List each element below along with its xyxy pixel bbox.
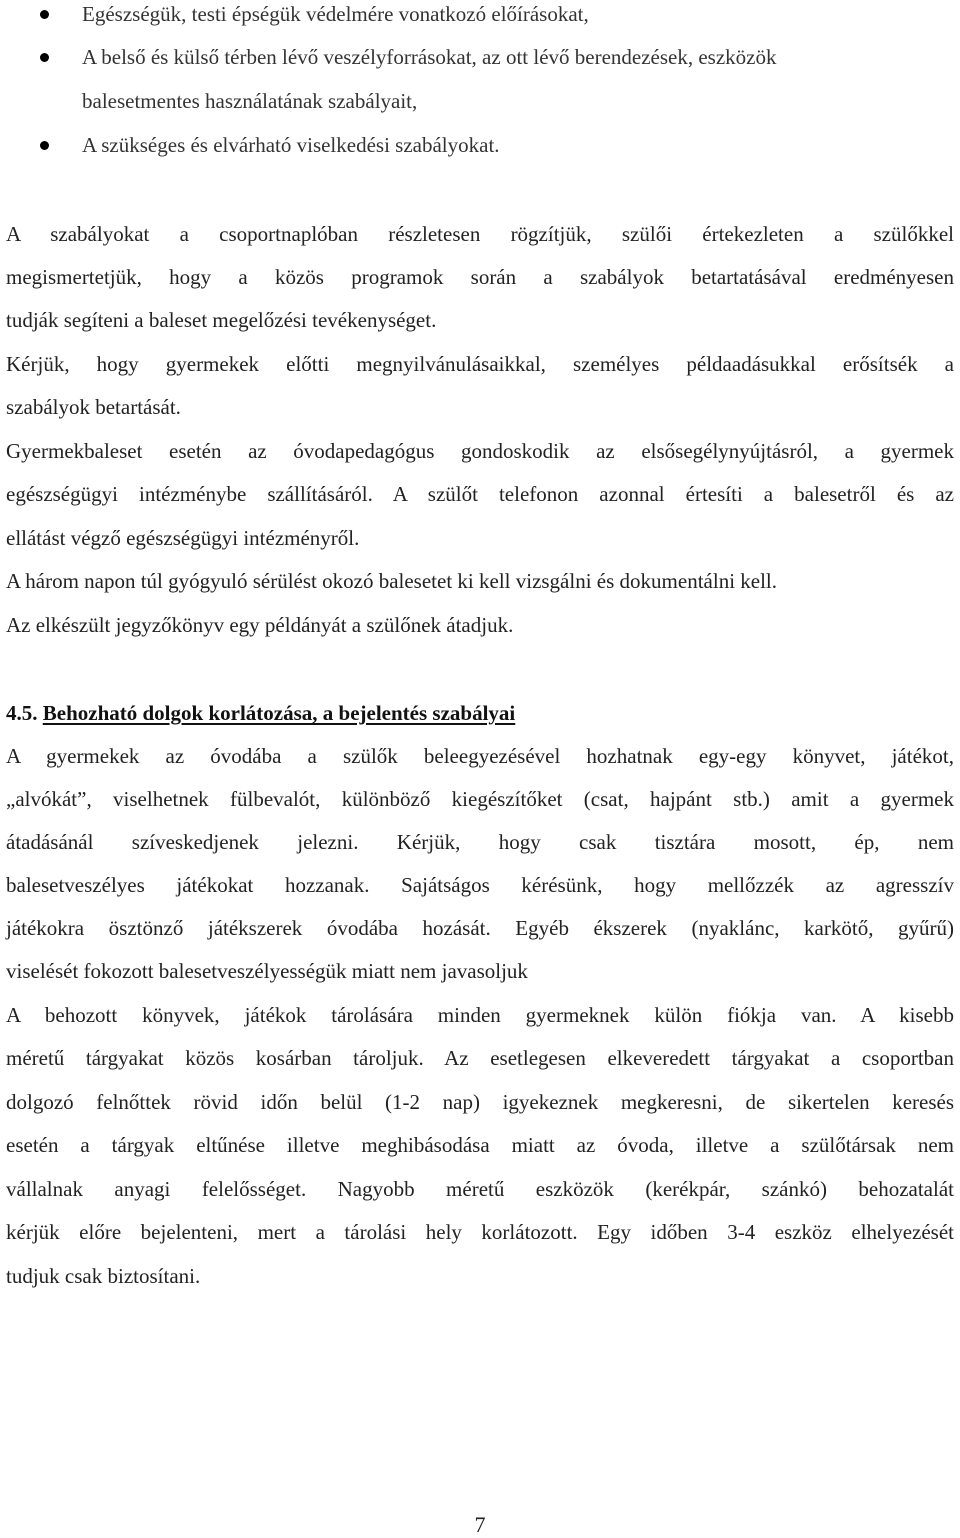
paragraph-line: ellátást végző egészségügyi intézményről. (6, 526, 360, 550)
bullet-dot-icon (40, 53, 49, 62)
paragraph-line: Gyermekbaleset esetén az óvodapedagógus gondoskodik az elsősegélynyújtásról, a gyermek (6, 439, 954, 463)
bullet-text-continued: balesetmentes használatának szabályait, (82, 89, 418, 113)
section-number: 4.5. (6, 701, 38, 725)
bullet-text: Egészségük, testi épségük védelmére vonatkozó előírásokat, (82, 2, 589, 26)
bullet-dot-icon (40, 10, 49, 19)
paragraph-line: balesetveszélyes játékokat hozzanak. Sajátságos kérésünk, hogy mellőzzék az agresszív (6, 873, 954, 897)
paragraph-line: A szabályokat a csoportnaplóban részletesen rögzítjük, szülői értekezleten a szülőkkel (6, 222, 954, 246)
paragraph-line: tudjuk csak biztosítani. (6, 1264, 201, 1288)
section-title: Behozható dolgok korlátozása, a bejelentés szabályai (42, 701, 516, 725)
paragraph-line: „alvókát”, viselhetnek fülbevalót, különböző kiegészítőket (csat, hajpánt stb.) amit a gyermek (6, 787, 954, 811)
paragraph-line: megismertetjük, hogy a közös programok során a szabályok betartatásával eredményesen (6, 265, 954, 289)
paragraph-line: kérjük előre bejelenteni, mert a tárolási hely korlátozott. Egy időben 3-4 eszköz elhelyezését (6, 1220, 954, 1244)
paragraph-line: vállalnak anyagi felelősséget. Nagyobb méretű eszközök (kerékpár, szánkó) behozatalát (6, 1177, 954, 1201)
paragraph-line: szabályok betartását. (6, 395, 181, 419)
bullet-text: A belső és külső térben lévő veszélyforrásokat, az ott lévő berendezések, eszközök (82, 45, 777, 69)
paragraph-line: viselését fokozott balesetveszélyességük miatt nem javasoljuk (6, 959, 528, 983)
section-heading (6, 700, 515, 726)
paragraph-line: Az elkészült jegyzőkönyv egy példányát a szülőnek átadjuk. (6, 613, 514, 637)
paragraph-line: egészségügyi intézménybe szállításáról. A szülőt telefonon azonnal értesíti a balesetről és az (6, 482, 954, 506)
paragraph-line: A gyermekek az óvodába a szülők beleegyezésével hozhatnak egy-egy könyvet, játékot, (6, 744, 954, 768)
paragraph-line: Kérjük, hogy gyermekek előtti megnyilvánulásaikkal, személyes példaadásukkal erősítsék a (6, 352, 954, 376)
paragraph-line: méretű tárgyakat közös kosárban tároljuk. Az esetlegesen elkeveredett tárgyakat a csoportban (6, 1046, 954, 1070)
paragraph-line: A behozott könyvek, játékok tárolására minden gyermeknek külön fiókja van. A kisebb (6, 1003, 954, 1027)
bullet-text: A szükséges és elvárható viselkedési szabályokat. (82, 133, 500, 157)
paragraph-line: A három napon túl gyógyuló sérülést okozó balesetet ki kell vizsgálni és dokumentálni kell. (6, 569, 778, 593)
paragraph-line: dolgozó felnőttek rövid időn belül (1-2 nap) igyekeznek megkeresni, de sikertelen keresés (6, 1090, 954, 1114)
page-number: 7 (474, 1512, 486, 1537)
paragraph-line: tudják segíteni a baleset megelőzési tevékenységet. (6, 308, 437, 332)
bullet-dot-icon (40, 141, 49, 150)
paragraph-line: játékokra ösztönző játékszerek óvodába hozását. Egyéb ékszerek (nyaklánc, karkötő, gyűrű) (6, 916, 954, 940)
paragraph-line: átadásánál szíveskedjenek jelezni. Kérjük, hogy csak tisztára mosott, ép, nem (6, 830, 954, 854)
paragraph-line: esetén a tárgyak eltűnése illetve meghibásodása miatt az óvoda, illetve a szülőtársak nem (6, 1133, 954, 1157)
